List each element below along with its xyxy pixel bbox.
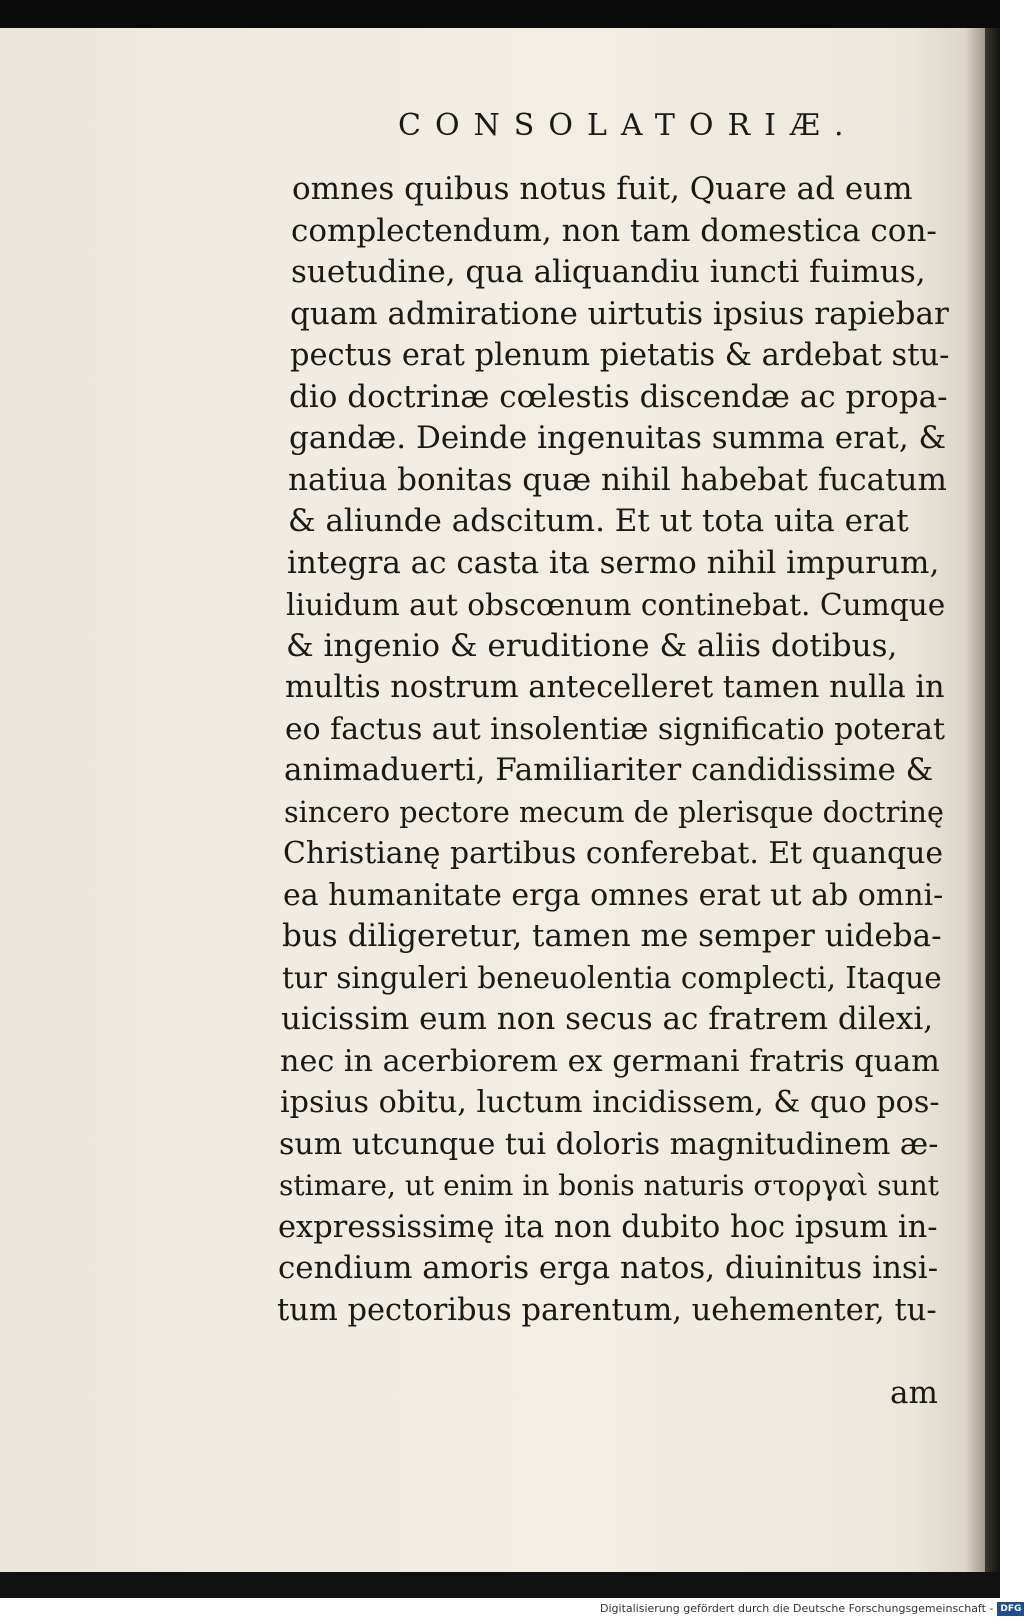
text-line: gandæ. Deinde ingenuitas summa erat, & (289, 420, 947, 456)
text-line: sum utcunque tui doloris magnitudinem æ- (279, 1126, 939, 1162)
text-line: suetudine, qua aliquandiu iuncti fuimus, (291, 254, 926, 290)
text-line: integra ac casta ita sermo nihil impurum, (287, 544, 940, 581)
text-line: complectendum, non tam domestica con- (291, 212, 937, 249)
top-scan-border (0, 0, 1000, 28)
running-head: CONSOLATORIÆ. (398, 108, 858, 143)
text-line: bus diligeretur, tamen me semper uideba- (282, 918, 942, 954)
text-line: sincero pectore mecum de plerisque doctrinę (284, 794, 944, 829)
text-line: omnes quibus notus fuit, Quare ad eum (292, 171, 913, 207)
text-line: stimare, ut enim in bonis naturis στοργαὶ sunt (279, 1169, 939, 1202)
text-line: tur singuleri beneuolentia complecti, Itaque (282, 960, 942, 995)
text-line: animaduerti, Familiariter candidissime & (284, 752, 934, 788)
text-line: nec in acerbiorem ex germani fratris quam (280, 1043, 940, 1079)
text-line: expressissimę ita non dubito hoc ipsum in- (278, 1209, 938, 1245)
page-edge-shadow (965, 28, 985, 1572)
catchword: am (890, 1375, 938, 1411)
text-line: multis nostrum antecelleret tamen nulla in (285, 670, 945, 705)
credit-text: Digitalisierung gefördert durch die Deutsche Forschungsgemeinschaft - (600, 1602, 994, 1615)
text-line: & ingenio & eruditione & aliis dotibus, (286, 627, 898, 664)
bottom-scan-border (0, 1572, 1000, 1598)
text-line: liuidum aut obscœnum continebat. Cumque (286, 587, 946, 622)
text-line: eo factus aut insolentiæ significatio poterat (285, 711, 945, 747)
digitization-credit (600, 1598, 1022, 1620)
text-line: natiua bonitas quæ nihil habebat fucatum (288, 461, 947, 498)
text-line: uicissim eum non secus ac fratrem dilexi, (281, 1001, 934, 1037)
text-line: & aliunde adscitum. Et ut tota uita erat (288, 503, 909, 539)
right-scan-border (985, 28, 1000, 1572)
text-line: ea humanitate erga omnes erat ut ab omni- (283, 877, 944, 913)
text-line: Christianę partibus conferebat. Et quanque (283, 836, 944, 871)
text-line: pectus erat plenum pietatis & ardebat stu- (290, 338, 950, 373)
text-line: tum pectoribus parentum, uehementer, tu- (277, 1292, 937, 1328)
text-line: cendium amoris erga natos, diuinitus insi- (278, 1250, 939, 1286)
text-line: dio doctrinæ cœlestis discendæ ac propa- (289, 378, 948, 415)
dfg-logo: DFG (997, 1602, 1024, 1616)
text-line: quam admiratione uirtutis ipsius rapiebar (290, 295, 949, 332)
text-line: ipsius obitu, luctum incidissem, & quo pos- (280, 1085, 940, 1120)
